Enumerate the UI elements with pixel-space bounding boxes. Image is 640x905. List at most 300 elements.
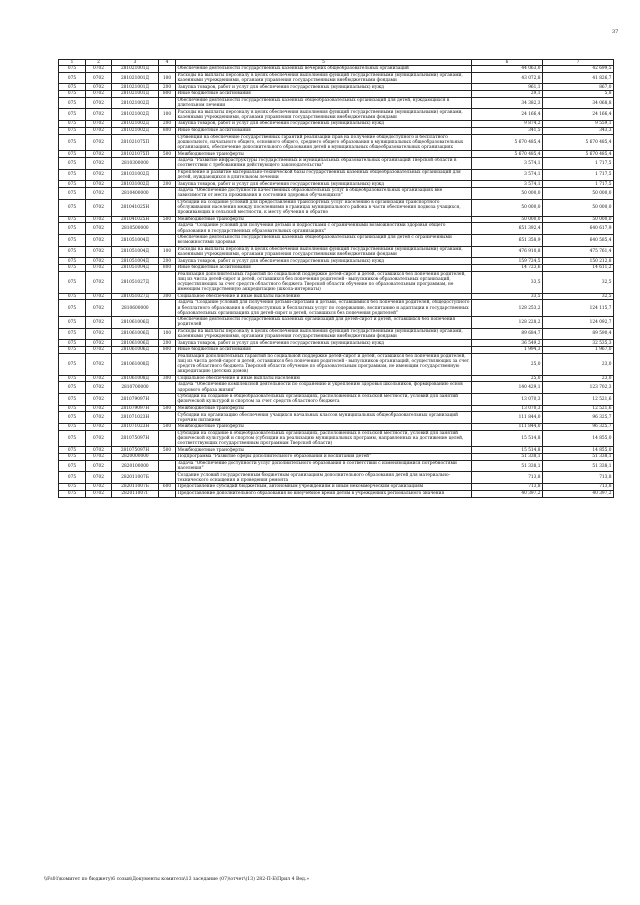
planned-amount-cell: 159 724,5	[472, 258, 543, 265]
expense-type-cell: 500	[159, 216, 176, 223]
executed-amount-cell: 1 967,0	[543, 347, 614, 354]
planned-amount-cell: 128 253,2	[472, 300, 543, 317]
executed-amount-cell: 640 617,9	[543, 223, 614, 235]
executed-amount-cell: 50 000,0	[543, 188, 614, 200]
ministry-code-cell: 075	[59, 91, 86, 98]
expense-type-cell: 100	[159, 246, 176, 258]
table-row	[59, 84, 614, 91]
expense-type-cell: 500	[159, 424, 176, 431]
section-code-cell: 0702	[86, 405, 112, 412]
section-code-cell: 0702	[86, 127, 112, 134]
expense-type-cell: 800	[159, 91, 176, 98]
description-cell: Социальное обеспечение и иные выплаты населению	[176, 293, 472, 300]
description-cell: Иные бюджетные ассигнования	[176, 265, 472, 272]
executed-amount-cell: 1 717,5	[543, 157, 614, 169]
section-code-cell: 0702	[86, 109, 112, 121]
description-cell: Закупка товаров, работ и услуг для обеспечения государственных (муниципальных) нужд	[176, 121, 472, 128]
executed-amount-cell: 124 115,7	[543, 300, 614, 317]
section-code-cell: 0702	[86, 447, 112, 454]
planned-amount-cell: 341,5	[472, 127, 543, 134]
ministry-code-cell: 075	[59, 412, 86, 424]
section-code-cell: 0702	[86, 151, 112, 158]
expense-type-cell	[159, 490, 176, 497]
section-code-cell: 0702	[86, 91, 112, 98]
section-code-cell: 0702	[86, 97, 112, 109]
executed-amount-cell: 713,8	[543, 472, 614, 484]
page-number: 37	[612, 29, 619, 35]
executed-amount-cell: 343,3	[543, 127, 614, 134]
ministry-code-cell: 075	[59, 199, 86, 216]
target-article-cell: 281051004Д	[112, 246, 159, 258]
target-article-cell: 281051004Д	[112, 258, 159, 265]
executed-amount-cell: 713,8	[543, 484, 614, 491]
section-code-cell: 0702	[86, 199, 112, 216]
description-cell: Обеспечение деятельности государственных казенных общеобразовательных организаций для детей с ограниченными возможностями здоровья	[176, 234, 472, 246]
planned-amount-cell: 13 070,3	[472, 393, 543, 405]
ministry-code-cell: 075	[59, 258, 86, 265]
section-code-cell: 0702	[86, 72, 112, 84]
description-cell: Задача "Развитие инфраструктуры государственных и муниципальных образовательных организаций Тверской области в соответствии с требованиями действующего законодательства"	[176, 157, 472, 169]
section-code-cell: 0702	[86, 490, 112, 497]
description-cell: Субсидии на создание в общеобразовательных организациях, расположенных в сельской местности, условий для занятий физической культурой и спортом за счет средств областного бюджета	[176, 393, 472, 405]
header-cell: 2	[86, 60, 112, 66]
expense-type-cell: 200	[159, 121, 176, 128]
ministry-code-cell: 075	[59, 234, 86, 246]
planned-amount-cell: 111 844,0	[472, 412, 543, 424]
ministry-code-cell: 075	[59, 127, 86, 134]
description-cell: Субсидии на создание условий для предоставления транспортных услуг населению в организации транспортного обслуживания населения между поселениями в границах муниципального района в части обеспечения подвоза учащихся, проживающих в сельской местности, к месту обучения и обратно	[176, 199, 472, 216]
table-row	[59, 340, 614, 347]
section-code-cell: 0702	[86, 134, 112, 151]
section-code-cell: 0702	[86, 347, 112, 354]
planned-amount-cell: 111 844,0	[472, 424, 543, 431]
table-row	[59, 157, 614, 169]
planned-amount-cell: 14 723,6	[472, 265, 543, 272]
description-cell: Расходы на выплаты персоналу в целях обеспечения выполнения функций государственными (муниципальными) органами, казенными учреждениями, органами управления государственными внебюджетными фондами	[176, 328, 472, 340]
executed-amount-cell: 24 166,4	[543, 109, 614, 121]
executed-amount-cell: 1 717,5	[543, 181, 614, 188]
ministry-code-cell: 075	[59, 169, 86, 181]
target-article-cell: 281071023Н	[112, 424, 159, 431]
ministry-code-cell: 075	[59, 460, 86, 472]
expense-type-cell	[159, 223, 176, 235]
planned-amount-cell: 50 000,0	[472, 199, 543, 216]
executed-amount-cell: 14 855,0	[543, 430, 614, 447]
planned-amount-cell: 128 228,2	[472, 316, 543, 328]
section-code-cell: 0702	[86, 188, 112, 200]
target-article-cell: 281051027Д	[112, 293, 159, 300]
ministry-code-cell: 075	[59, 271, 86, 293]
executed-amount-cell: 14 855,0	[543, 447, 614, 454]
target-article-cell: 281021002Д	[112, 121, 159, 128]
description-cell: Закупка товаров, работ и услуг для обеспечения государственных (муниципальных) нужд	[176, 84, 472, 91]
executed-amount-cell: 23,0	[543, 353, 614, 375]
target-article-cell: 281031002Д	[112, 181, 159, 188]
target-article-cell: 281075097Н	[112, 430, 159, 447]
executed-amount-cell: 5,8	[543, 91, 614, 98]
target-article-cell: 281071023Н	[112, 412, 159, 424]
table-row	[59, 72, 614, 84]
table-row	[59, 405, 614, 412]
expense-type-cell: 200	[159, 340, 176, 347]
ministry-code-cell: 075	[59, 340, 86, 347]
header-cell: 1	[59, 60, 86, 66]
expense-type-cell	[159, 454, 176, 461]
target-article-cell: 281021002Д	[112, 97, 159, 109]
description-cell: Обеспечение деятельности государственных казенных вечерних общеобразовательных организаций	[176, 66, 472, 73]
table-row	[59, 293, 614, 300]
expense-type-cell	[159, 412, 176, 424]
executed-amount-cell: 5 670 485,4	[543, 151, 614, 158]
description-cell: Задача "Обеспечение комплексной деятельности по сохранению и укреплению здоровья школьников, формированию основ здорового образа жизни"	[176, 382, 472, 394]
expense-type-cell	[159, 97, 176, 109]
target-article-cell: 2820000000	[112, 454, 159, 461]
ministry-code-cell: 075	[59, 316, 86, 328]
ministry-code-cell: 075	[59, 188, 86, 200]
section-code-cell: 0702	[86, 460, 112, 472]
target-article-cell: 281021075П	[112, 134, 159, 151]
planned-amount-cell: 29,1	[472, 91, 543, 98]
target-article-cell: 281079097Н	[112, 393, 159, 405]
target-article-cell: 282011007Г	[112, 490, 159, 497]
executed-amount-cell: 51 338,1	[543, 454, 614, 461]
target-article-cell: 281021075П	[112, 151, 159, 158]
header-cell: 6	[472, 60, 543, 66]
ministry-code-cell: 075	[59, 97, 86, 109]
table-row	[59, 66, 614, 73]
description-cell: Расходы на выплаты персоналу в целях обеспечения выполнения функций государственными (муниципальными) органами, казенными учреждениями, органами управления государственными внебюджетными фондами	[176, 109, 472, 121]
section-code-cell: 0702	[86, 340, 112, 347]
target-article-cell: 281051027Д	[112, 271, 159, 293]
ministry-code-cell: 075	[59, 223, 86, 235]
description-cell: Подпрограмма "Развитие сферы дополнительного образования и воспитания детей"	[176, 454, 472, 461]
description-cell: Обеспечение деятельности государственных казенных организаций для детей-сирот и детей, оставшихся без попечения родителей	[176, 316, 472, 328]
description-cell: Реализация дополнительных гарантий по социальной поддержке детей-сирот и детей, оставшихся без попечения родителей, лиц из числа детей-сирот и детей, оставшихся без попечения родителей - выпускников организаций, осуществляющих за счет средств областного бюджета Тверской области обучение по образовательным программам, не имеющим государственную аккредитацию (детских домов)	[176, 353, 472, 375]
description-cell: Укрепление и развитие материально-технической базы государственных казенных общеобразовательных организаций для детей, нуждающихся в длительном лечении	[176, 169, 472, 181]
description-cell: Предоставление субсидий бюджетным, автономным учреждениям и иным некоммерческим организациям	[176, 484, 472, 491]
description-cell: Закупка товаров, работ и услуг для обеспечения государственных (муниципальных) нужд	[176, 340, 472, 347]
table-row	[59, 353, 614, 375]
description-cell: Обеспечение деятельности государственных казенных общеобразовательных организаций для детей, нуждающихся в длительном лечении	[176, 97, 472, 109]
planned-amount-cell: 40 397,2	[472, 490, 543, 497]
ministry-code-cell: 075	[59, 472, 86, 484]
description-cell: Межбюджетные трансферты	[176, 424, 472, 431]
expense-type-cell: 500	[159, 151, 176, 158]
table-row	[59, 382, 614, 394]
table-row	[59, 328, 614, 340]
section-code-cell: 0702	[86, 454, 112, 461]
expense-type-cell	[159, 472, 176, 484]
target-article-cell: 281061006Д	[112, 316, 159, 328]
footer-file-path: \\Fs01\комитет по бюджету\6 созыв\Документы комитета\13 заседание (07)\отчет\(13) 282-П-Б\Прил 4 Вед.»	[44, 877, 310, 882]
executed-amount-cell: 123 702,3	[543, 382, 614, 394]
ministry-code-cell: 075	[59, 347, 86, 354]
planned-amount-cell: 24 166,4	[472, 109, 543, 121]
table-row	[59, 484, 614, 491]
planned-amount-cell: 25,0	[472, 375, 543, 382]
table-row	[59, 258, 614, 265]
executed-amount-cell: 40 397,2	[543, 490, 614, 497]
planned-amount-cell: 43 072,8	[472, 72, 543, 84]
planned-amount-cell: 9 874,2	[472, 121, 543, 128]
target-article-cell: 281061006Д	[112, 328, 159, 340]
table-row	[59, 121, 614, 128]
target-article-cell: 281061008Д	[112, 353, 159, 375]
executed-amount-cell: 96 325,7	[543, 424, 614, 431]
executed-amount-cell: 1 717,5	[543, 169, 614, 181]
ministry-code-cell: 075	[59, 84, 86, 91]
description-cell: Иные бюджетные ассигнования	[176, 347, 472, 354]
executed-amount-cell: 124 092,7	[543, 316, 614, 328]
ministry-code-cell: 075	[59, 424, 86, 431]
target-article-cell: 282011007Б	[112, 484, 159, 491]
section-code-cell: 0702	[86, 472, 112, 484]
table-row	[59, 472, 614, 484]
target-article-cell: 2810500000	[112, 223, 159, 235]
executed-amount-cell: 96 325,7	[543, 412, 614, 424]
target-article-cell: 281079097Н	[112, 405, 159, 412]
executed-amount-cell: 32 535,3	[543, 340, 614, 347]
planned-amount-cell: 15 514,8	[472, 430, 543, 447]
table-row	[59, 151, 614, 158]
ministry-code-cell: 075	[59, 265, 86, 272]
expense-type-cell: 200	[159, 84, 176, 91]
ministry-code-cell: 075	[59, 447, 86, 454]
description-cell: Закупка товаров, работ и услуг для обеспечения государственных (муниципальных) нужд	[176, 181, 472, 188]
expense-type-cell: 100	[159, 328, 176, 340]
executed-amount-cell: 34 068,8	[543, 97, 614, 109]
table-row	[59, 430, 614, 447]
target-article-cell: 281021001Д	[112, 72, 159, 84]
ministry-code-cell: 075	[59, 121, 86, 128]
table-row	[59, 375, 614, 382]
description-cell: Субсидии на организацию обеспечения учащихся начальных классов муниципальных общеобразовательных организаций горячим питанием	[176, 412, 472, 424]
ministry-code-cell: 075	[59, 181, 86, 188]
expense-type-cell: 100	[159, 72, 176, 84]
section-code-cell: 0702	[86, 66, 112, 73]
expense-type-cell	[159, 353, 176, 375]
planned-amount-cell: 713,8	[472, 484, 543, 491]
table-row	[59, 181, 614, 188]
table-row	[59, 347, 614, 354]
ministry-code-cell: 075	[59, 430, 86, 447]
ministry-code-cell: 075	[59, 293, 86, 300]
expense-type-cell: 800	[159, 265, 176, 272]
table-row	[59, 490, 614, 497]
table-row	[59, 447, 614, 454]
target-article-cell: 282011007Б	[112, 472, 159, 484]
planned-amount-cell: 1 994,3	[472, 347, 543, 354]
table-row	[59, 300, 614, 317]
planned-amount-cell: 476 910,8	[472, 246, 543, 258]
section-code-cell: 0702	[86, 223, 112, 235]
target-article-cell: 281041025Н	[112, 199, 159, 216]
table-row	[59, 97, 614, 109]
section-code-cell: 0702	[86, 382, 112, 394]
description-cell: Иные бюджетные ассигнования	[176, 127, 472, 134]
expense-type-cell	[159, 134, 176, 151]
description-cell: Задача "Обеспечение доступности качественных образовательных услуг в общеобразовательных организациях вне зависимости от места проживания и состояния здоровья обучающихся"	[176, 188, 472, 200]
executed-amount-cell: 89 590,4	[543, 328, 614, 340]
executed-amount-cell: 41 826,7	[543, 72, 614, 84]
planned-amount-cell: 25,0	[472, 353, 543, 375]
section-code-cell: 0702	[86, 316, 112, 328]
executed-amount-cell: 32,5	[543, 293, 614, 300]
target-article-cell: 2810400000	[112, 188, 159, 200]
section-code-cell: 0702	[86, 424, 112, 431]
expense-type-cell	[159, 300, 176, 317]
table-row	[59, 265, 614, 272]
executed-amount-cell: 9 559,1	[543, 121, 614, 128]
target-article-cell: 281061008Д	[112, 375, 159, 382]
ministry-code-cell: 075	[59, 382, 86, 394]
section-code-cell: 0702	[86, 181, 112, 188]
ministry-code-cell: 075	[59, 109, 86, 121]
expense-type-cell: 500	[159, 405, 176, 412]
planned-amount-cell: 961,1	[472, 84, 543, 91]
table-row	[59, 271, 614, 293]
target-article-cell: 281021002Д	[112, 127, 159, 134]
section-code-cell: 0702	[86, 84, 112, 91]
target-article-cell: 281031002Д	[112, 169, 159, 181]
table-row	[59, 109, 614, 121]
expense-type-cell: 800	[159, 347, 176, 354]
description-cell: Реализация дополнительных гарантий по социальной поддержке детей-сирот и детей, оставшихся без попечения родителей, лиц из числа детей-сирот и детей, оставшихся без попечения родителей - выпускников образовательных организаций, осуществляющих за счет средств областного бюджета Тверской области обучение по образовательным программам, не имеющим государственную аккредитацию (школа-интернаты)	[176, 271, 472, 293]
table-row	[59, 199, 614, 216]
description-cell: Социальное обеспечение и иные выплаты населению	[176, 375, 472, 382]
description-cell: Задача "Создание условий для получения детьми-сиротами и детьми, оставшимися без попечения родителей, общедоступного и бесплатного образования в общедоступных и бесплатных услуг по содержанию, воспитанию и адаптации в государственных образовательных организациях для детей-сирот и детей, оставшихся без попечения родителей"	[176, 300, 472, 317]
expense-type-cell: 300	[159, 375, 176, 382]
ministry-code-cell: 075	[59, 246, 86, 258]
header-cell: 5	[176, 60, 472, 66]
planned-amount-cell: 51 338,1	[472, 460, 543, 472]
target-article-cell: 281041025Н	[112, 216, 159, 223]
section-code-cell: 0702	[86, 246, 112, 258]
expense-type-cell: 600	[159, 484, 176, 491]
section-code-cell: 0702	[86, 353, 112, 375]
executed-amount-cell: 5 670 485,4	[543, 134, 614, 151]
executed-amount-cell: 640 585,4	[543, 234, 614, 246]
table-row	[59, 424, 614, 431]
description-cell: Закупка товаров, работ и услуг для обеспечения государственных (муниципальных) нужд	[176, 258, 472, 265]
planned-amount-cell: 140 429,1	[472, 382, 543, 394]
section-code-cell: 0702	[86, 216, 112, 223]
target-article-cell: 281051004Д	[112, 234, 159, 246]
expense-type-cell	[159, 316, 176, 328]
executed-amount-cell: 12 521,6	[543, 393, 614, 405]
header-cell: 3	[112, 60, 159, 66]
planned-amount-cell: 50 000,0	[472, 188, 543, 200]
ministry-code-cell: 075	[59, 300, 86, 317]
expense-type-cell	[159, 169, 176, 181]
expense-type-cell: 100	[159, 109, 176, 121]
description-cell: Межбюджетные трансферты	[176, 151, 472, 158]
section-code-cell: 0702	[86, 121, 112, 128]
section-code-cell: 0702	[86, 484, 112, 491]
planned-amount-cell: 651 392,4	[472, 223, 543, 235]
description-cell: Создание условий государственным бюджетным организациям дополнительного образования детей для материально-технического оснащения и проведения ремонта	[176, 472, 472, 484]
expense-type-cell	[159, 157, 176, 169]
section-code-cell: 0702	[86, 169, 112, 181]
executed-amount-cell: 475 761,4	[543, 246, 614, 258]
expense-type-cell: 500	[159, 447, 176, 454]
section-code-cell: 0702	[86, 375, 112, 382]
planned-amount-cell: 651 358,9	[472, 234, 543, 246]
expense-type-cell	[159, 66, 176, 73]
executed-amount-cell: 50 000,0	[543, 216, 614, 223]
section-code-cell: 0702	[86, 157, 112, 169]
ministry-code-cell: 075	[59, 484, 86, 491]
table-row	[59, 223, 614, 235]
expense-type-cell	[159, 199, 176, 216]
planned-amount-cell: 33,5	[472, 293, 543, 300]
expense-type-cell: 300	[159, 293, 176, 300]
target-article-cell: 281021001Д	[112, 84, 159, 91]
planned-amount-cell: 34 382,3	[472, 97, 543, 109]
description-cell: Иные бюджетные ассигнования	[176, 91, 472, 98]
section-code-cell: 0702	[86, 393, 112, 405]
executed-amount-cell: 51 338,1	[543, 460, 614, 472]
target-article-cell: 281061006Д	[112, 340, 159, 347]
target-article-cell: 281051004Д	[112, 265, 159, 272]
planned-amount-cell: 3 574,1	[472, 181, 543, 188]
target-article-cell: 2820100000	[112, 460, 159, 472]
ministry-code-cell: 075	[59, 157, 86, 169]
executed-amount-cell: 32,5	[543, 271, 614, 293]
planned-amount-cell: 50 000,0	[472, 216, 543, 223]
expense-type-cell	[159, 271, 176, 293]
section-code-cell: 0702	[86, 430, 112, 447]
section-code-cell: 0702	[86, 412, 112, 424]
target-article-cell: 281021001Д	[112, 66, 159, 73]
description-cell: Межбюджетные трансферты	[176, 216, 472, 223]
target-article-cell: 2810600000	[112, 300, 159, 317]
expense-type-cell	[159, 234, 176, 246]
description-cell: Задача "Создание условий для получения детьми и подростками с ограниченными возможностями здоровья общего образования в государственных образовательных организациях"	[176, 223, 472, 235]
ministry-code-cell: 075	[59, 151, 86, 158]
expense-type-cell: 800	[159, 127, 176, 134]
ministry-code-cell: 075	[59, 353, 86, 375]
planned-amount-cell: 5 670 485,4	[472, 151, 543, 158]
table-row	[59, 169, 614, 181]
planned-amount-cell: 33,5	[472, 271, 543, 293]
description-cell: Задача "Обеспечение доступности услуг дополнительного образования в соответствии с изменяющимися потребностями населения"	[176, 460, 472, 472]
ministry-code-cell: 075	[59, 328, 86, 340]
description-cell: Межбюджетные трансферты	[176, 447, 472, 454]
table-row	[59, 246, 614, 258]
ministry-code-cell: 075	[59, 72, 86, 84]
expense-type-cell	[159, 393, 176, 405]
executed-amount-cell: 42 699,5	[543, 66, 614, 73]
executed-amount-cell: 23,0	[543, 375, 614, 382]
target-article-cell: 281021002Д	[112, 109, 159, 121]
expense-type-cell: 200	[159, 258, 176, 265]
ministry-code-cell: 075	[59, 216, 86, 223]
header-cell: 7	[543, 60, 614, 66]
planned-amount-cell: 713,8	[472, 472, 543, 484]
expense-type-cell	[159, 188, 176, 200]
ministry-code-cell: 075	[59, 375, 86, 382]
executed-amount-cell: 14 611,2	[543, 265, 614, 272]
ministry-code-cell: 075	[59, 393, 86, 405]
planned-amount-cell: 13 070,3	[472, 405, 543, 412]
table-row	[59, 216, 614, 223]
ministry-code-cell: 075	[59, 134, 86, 151]
executed-amount-cell: 12 521,6	[543, 405, 614, 412]
target-article-cell: 281061006Д	[112, 347, 159, 354]
expense-type-cell: 200	[159, 181, 176, 188]
planned-amount-cell: 36 549,2	[472, 340, 543, 347]
